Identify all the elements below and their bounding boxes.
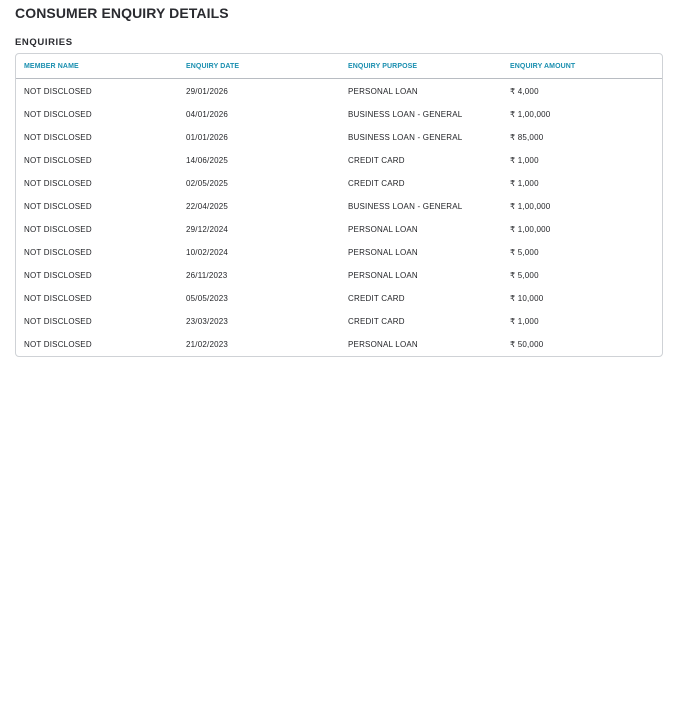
cell-enquiry-purpose: PERSONAL LOAN [348,248,418,257]
table-row [16,310,662,333]
cell-enquiry-amount: ₹ 1,00,000 [510,202,551,211]
cell-member-name: NOT DISCLOSED [24,317,92,326]
cell-member-name: NOT DISCLOSED [24,133,92,142]
cell-member-name: NOT DISCLOSED [24,340,92,349]
cell-enquiry-amount: ₹ 1,00,000 [510,110,551,119]
cell-enquiry-date: 04/01/2026 [186,110,229,119]
table-row [16,264,662,287]
cell-enquiry-date: 10/02/2024 [186,248,229,257]
cell-enquiry-date: 22/04/2025 [186,202,229,211]
cell-enquiry-purpose: BUSINESS LOAN - GENERAL [348,110,463,119]
section-title-enquiries: ENQUIRIES [15,37,73,48]
cell-enquiry-purpose: PERSONAL LOAN [348,340,418,349]
table-row [16,103,662,126]
cell-enquiry-date: 21/02/2023 [186,340,229,349]
cell-member-name: NOT DISCLOSED [24,110,92,119]
enquiries-table [16,54,662,356]
page-title: CONSUMER ENQUIRY DETAILS [15,5,229,21]
cell-enquiry-date: 14/06/2025 [186,156,229,165]
cell-member-name: NOT DISCLOSED [24,294,92,303]
cell-enquiry-purpose: PERSONAL LOAN [348,87,418,96]
cell-enquiry-amount: ₹ 85,000 [510,133,544,142]
cell-member-name: NOT DISCLOSED [24,179,92,188]
cell-enquiry-amount: ₹ 4,000 [510,87,539,96]
header-row [16,54,662,79]
enquiries-table-card [15,53,663,357]
enquiries-table-header [16,54,662,79]
cell-enquiry-date: 01/01/2026 [186,133,229,142]
cell-member-name: NOT DISCLOSED [24,156,92,165]
column-header-enquiry-date: ENQUIRY DATE [178,54,340,79]
cell-member-name: NOT DISCLOSED [24,248,92,257]
cell-enquiry-date: 02/05/2025 [186,179,229,188]
table-row [16,195,662,218]
column-header-enquiry-purpose: ENQUIRY PURPOSE [340,54,502,79]
cell-enquiry-purpose: PERSONAL LOAN [348,271,418,280]
cell-enquiry-amount: ₹ 5,000 [510,248,539,257]
table-row [16,172,662,195]
cell-enquiry-amount: ₹ 50,000 [510,340,544,349]
cell-enquiry-date: 29/01/2026 [186,87,229,96]
cell-enquiry-date: 05/05/2023 [186,294,229,303]
cell-member-name: NOT DISCLOSED [24,87,92,96]
table-row [16,218,662,241]
cell-enquiry-purpose: CREDIT CARD [348,179,405,188]
cell-enquiry-amount: ₹ 1,000 [510,179,539,188]
cell-enquiry-purpose: BUSINESS LOAN - GENERAL [348,133,463,142]
column-header-member-name: MEMBER NAME [16,54,178,79]
cell-enquiry-purpose: CREDIT CARD [348,294,405,303]
column-header-enquiry-amount: ENQUIRY AMOUNT [502,54,662,79]
table-row [16,287,662,310]
table-row [16,149,662,172]
cell-enquiry-purpose: CREDIT CARD [348,156,405,165]
cell-enquiry-amount: ₹ 1,000 [510,317,539,326]
cell-enquiry-date: 26/11/2023 [186,271,228,280]
cell-member-name: NOT DISCLOSED [24,225,92,234]
enquiries-table-body [16,79,662,357]
cell-enquiry-purpose: PERSONAL LOAN [348,225,418,234]
table-row [16,79,662,104]
cell-enquiry-amount: ₹ 10,000 [510,294,544,303]
cell-member-name: NOT DISCLOSED [24,202,92,211]
table-row [16,241,662,264]
cell-enquiry-amount: ₹ 5,000 [510,271,539,280]
cell-enquiry-amount: ₹ 1,00,000 [510,225,551,234]
cell-enquiry-purpose: BUSINESS LOAN - GENERAL [348,202,463,211]
table-row [16,333,662,356]
cell-member-name: NOT DISCLOSED [24,271,92,280]
cell-enquiry-date: 23/03/2023 [186,317,229,326]
table-row [16,126,662,149]
cell-enquiry-amount: ₹ 1,000 [510,156,539,165]
cell-enquiry-date: 29/12/2024 [186,225,229,234]
cell-enquiry-purpose: CREDIT CARD [348,317,405,326]
